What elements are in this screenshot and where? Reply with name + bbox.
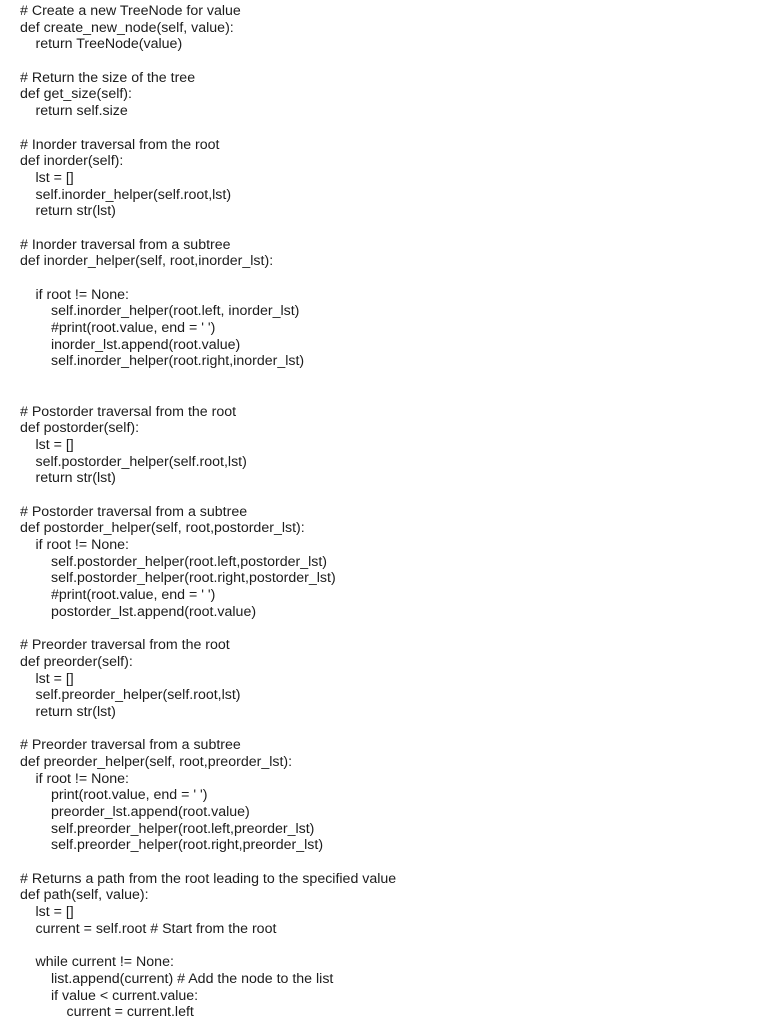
code-line: def postorder(self): <box>20 420 140 437</box>
code-line: def postorder_helper(self, root,postorder_lst): <box>20 520 305 537</box>
code-comment: # Create a new TreeNode for value <box>20 3 241 19</box>
code-line: print(root.value, end = ' ') <box>51 787 208 804</box>
blank-line <box>20 387 760 404</box>
blank-line <box>20 220 760 237</box>
code-line: return str(lst) <box>35 703 116 720</box>
code-line: return str(lst) <box>35 203 116 220</box>
code-line: def get_size(self): <box>20 86 132 103</box>
code-line: inorder_lst.append(root.value) <box>51 336 241 353</box>
code-line: if root != None: <box>35 537 129 553</box>
blank-line <box>20 487 760 504</box>
blank-line <box>20 938 760 955</box>
code-listing <box>20 3 760 1021</box>
blank-line <box>20 620 760 637</box>
code-comment: # Postorder traversal from a subtree <box>20 503 248 520</box>
blank-line <box>20 120 760 137</box>
code-comment: # Return the size of the tree <box>20 69 196 86</box>
code-line: preorder_lst.append(root.value) <box>51 804 250 820</box>
blank-line <box>20 370 760 387</box>
code-line: self.postorder_helper(root.left,postorder_lst) <box>51 553 328 570</box>
code-comment: # Returns a path from the root leading to the specified value <box>20 870 397 887</box>
code-line: current = current.left <box>66 1004 194 1021</box>
code-line: if root != None: <box>35 770 129 787</box>
code-line: self.inorder_helper(root.right,inorder_lst) <box>51 353 305 370</box>
code-line: self.inorder_helper(self.root,lst) <box>35 186 232 203</box>
code-comment: # Preorder traversal from a subtree <box>20 737 241 754</box>
code-line: self.postorder_helper(root.right,postorder_lst) <box>51 570 336 587</box>
code-line: lst = [] <box>35 904 74 921</box>
code-line: return TreeNode(value) <box>35 36 183 53</box>
code-line: if root != None: <box>35 286 129 303</box>
code-line: self.preorder_helper(root.right,preorder_lst) <box>51 837 324 854</box>
code-line: def preorder_helper(self, root,preorder_lst): <box>20 753 293 770</box>
code-comment: # Postorder traversal from the root <box>20 403 237 420</box>
code-line: def inorder_helper(self, root,inorder_lst): <box>20 253 274 270</box>
code-comment: # Inorder traversal from the root <box>20 136 220 153</box>
code-line: self.inorder_helper(root.left, inorder_lst) <box>51 303 300 320</box>
blank-line <box>20 854 760 871</box>
code-line: self.preorder_helper(self.root,lst) <box>35 687 241 704</box>
code-line: lst = [] <box>35 169 74 186</box>
code-line: #print(root.value, end = ' ') <box>51 320 216 337</box>
code-line: def inorder(self): <box>20 153 124 170</box>
code-comment: # Inorder traversal from a subtree <box>20 236 231 253</box>
code-line: def preorder(self): <box>20 653 133 670</box>
code-line: lst = [] <box>35 670 74 687</box>
code-line: postorder_lst.append(root.value) <box>51 603 257 620</box>
blank-line <box>20 270 760 287</box>
code-line: return str(lst) <box>35 470 116 487</box>
code-line: return self.size <box>35 103 128 120</box>
code-line: if value < current.value: <box>51 987 199 1004</box>
code-line: def path(self, value): <box>20 887 149 904</box>
code-line: list.append(current) # Add the node to the list <box>51 970 334 987</box>
code-line: lst = [] <box>35 436 74 453</box>
blank-line <box>20 721 760 738</box>
code-comment: # Preorder traversal from the root <box>20 637 230 654</box>
code-line: #print(root.value, end = ' ') <box>51 587 216 604</box>
blank-line <box>20 53 760 70</box>
code-line: current = self.root # Start from the root <box>35 920 277 937</box>
code-line: self.preorder_helper(root.left,preorder_lst) <box>51 820 315 837</box>
code-line: def create_new_node(self, value): <box>20 19 234 36</box>
code-line: self.postorder_helper(self.root,lst) <box>35 453 247 470</box>
code-line: while current != None: <box>35 954 174 971</box>
